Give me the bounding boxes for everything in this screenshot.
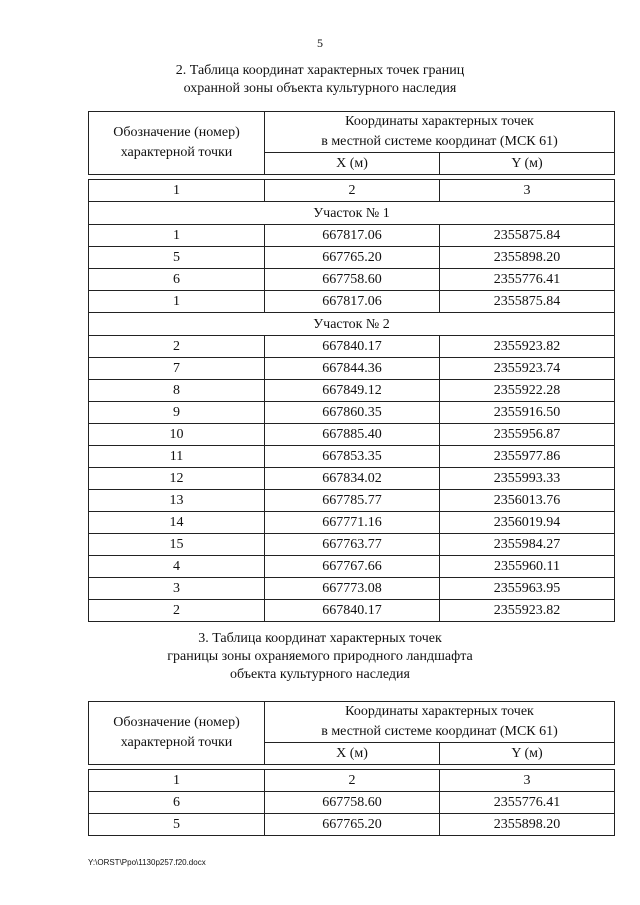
table-row — [89, 380, 615, 402]
x-coordinate-cell: 667785.77 — [265, 490, 440, 512]
numbering-cell: 2 — [265, 180, 440, 202]
x-coordinate-cell: 667763.77 — [265, 534, 440, 556]
x-coordinate-cell: 667840.17 — [265, 600, 440, 622]
y-coordinate-cell: 2355993.33 — [440, 468, 615, 490]
point-number-cell: 2 — [89, 600, 265, 622]
point-number-cell: 10 — [89, 424, 265, 446]
table3-header-row — [89, 702, 615, 743]
table-row — [89, 336, 615, 358]
y-coordinate-cell: 2355923.82 — [440, 336, 615, 358]
table-row — [89, 291, 615, 313]
x-coordinate-cell: 667885.40 — [265, 424, 440, 446]
coords-label-header — [265, 702, 615, 743]
table-row — [89, 424, 615, 446]
table-row — [89, 269, 615, 291]
x-coordinate-cell: 667758.60 — [265, 269, 440, 291]
y-coordinate-cell: 2355875.84 — [440, 291, 615, 313]
x-coordinate-cell: 667840.17 — [265, 336, 440, 358]
point-number-cell: 1 — [89, 291, 265, 313]
y-coordinate-cell: 2355960.11 — [440, 556, 615, 578]
table-row — [89, 578, 615, 600]
y-coordinate-cell: 2355898.20 — [440, 247, 615, 269]
x-axis-header: X (м) — [265, 743, 440, 765]
point-number-cell: 7 — [89, 358, 265, 380]
table3-numbering-row — [89, 770, 615, 792]
x-coordinate-cell: 667860.35 — [265, 402, 440, 424]
section-title-row — [89, 313, 615, 336]
point-number-cell: 5 — [89, 247, 265, 269]
point-number-cell: 8 — [89, 380, 265, 402]
y-coordinate-cell: 2355977.86 — [440, 446, 615, 468]
x-axis-header: X (м) — [265, 153, 440, 175]
table3-caption-line: границы зоны охраняемого природного ландшафта — [167, 649, 473, 664]
y-coordinate-cell: 2355923.82 — [440, 600, 615, 622]
file-path-footer: Y:\ORST\Ppo\1130p257.f20.docx — [88, 858, 206, 867]
table-row — [89, 468, 615, 490]
table2-coordinates — [88, 111, 615, 622]
section-title: Участок № 1 — [89, 202, 615, 225]
y-coordinate-cell: 2356019.94 — [440, 512, 615, 534]
section-title: Участок № 2 — [89, 313, 615, 336]
page-number: 5 — [317, 36, 323, 50]
y-axis-header: Y (м) — [440, 153, 615, 175]
table2-caption-line: охранной зоны объекта культурного наследия — [183, 81, 457, 96]
x-coordinate-cell: 667849.12 — [265, 380, 440, 402]
y-coordinate-cell: 2355776.41 — [440, 792, 615, 814]
y-coordinate-cell: 2355956.87 — [440, 424, 615, 446]
table3-coordinates — [88, 701, 615, 836]
y-coordinate-cell: 2356013.76 — [440, 490, 615, 512]
x-coordinate-cell: 667817.06 — [265, 225, 440, 247]
point-number-cell: 2 — [89, 336, 265, 358]
point-label-header — [89, 702, 265, 765]
x-coordinate-cell: 667758.60 — [265, 792, 440, 814]
numbering-cell: 2 — [265, 770, 440, 792]
table-row — [89, 512, 615, 534]
x-coordinate-cell: 667817.06 — [265, 291, 440, 313]
numbering-cell: 3 — [440, 180, 615, 202]
point-number-cell: 14 — [89, 512, 265, 534]
y-coordinate-cell: 2355776.41 — [440, 269, 615, 291]
y-coordinate-cell: 2355875.84 — [440, 225, 615, 247]
numbering-cell: 1 — [89, 770, 265, 792]
table2-caption-line: 2. Таблица координат характерных точек границ — [175, 63, 465, 78]
table2-caption — [0, 62, 640, 98]
y-coordinate-cell: 2355984.27 — [440, 534, 615, 556]
x-coordinate-cell: 667773.08 — [265, 578, 440, 600]
table-row — [89, 534, 615, 556]
table-row — [89, 247, 615, 269]
header-line: Обозначение (номер) — [113, 715, 240, 730]
point-number-cell: 12 — [89, 468, 265, 490]
table-row — [89, 814, 615, 836]
point-number-cell: 11 — [89, 446, 265, 468]
point-number-cell: 3 — [89, 578, 265, 600]
x-coordinate-cell: 667765.20 — [265, 247, 440, 269]
table-row — [89, 446, 615, 468]
x-coordinate-cell: 667767.66 — [265, 556, 440, 578]
header-line: Координаты характерных точек — [345, 704, 534, 719]
point-number-cell: 5 — [89, 814, 265, 836]
y-coordinate-cell: 2355922.28 — [440, 380, 615, 402]
table-row — [89, 225, 615, 247]
x-coordinate-cell: 667765.20 — [265, 814, 440, 836]
header-line: в местной системе координат (МСК 61) — [321, 134, 558, 149]
header-line: Обозначение (номер) — [113, 125, 240, 140]
header-line: Координаты характерных точек — [345, 114, 534, 129]
point-number-cell: 9 — [89, 402, 265, 424]
point-number-cell: 6 — [89, 269, 265, 291]
table-row — [89, 556, 615, 578]
table-row — [89, 358, 615, 380]
y-coordinate-cell: 2355963.95 — [440, 578, 615, 600]
table3-caption-line: 3. Таблица координат характерных точек — [198, 631, 442, 646]
x-coordinate-cell: 667834.02 — [265, 468, 440, 490]
table-row — [89, 490, 615, 512]
table3-caption-line: объекта культурного наследия — [230, 667, 410, 682]
table2-numbering-row — [89, 180, 615, 202]
table-row — [89, 402, 615, 424]
x-coordinate-cell: 667853.35 — [265, 446, 440, 468]
table-row — [89, 600, 615, 622]
table3-caption — [0, 630, 640, 684]
header-line: характерной точки — [120, 145, 233, 160]
point-number-cell: 13 — [89, 490, 265, 512]
point-number-cell: 1 — [89, 225, 265, 247]
table-row — [89, 792, 615, 814]
table2-header-row — [89, 112, 615, 153]
point-number-cell: 15 — [89, 534, 265, 556]
y-coordinate-cell: 2355923.74 — [440, 358, 615, 380]
y-axis-header: Y (м) — [440, 743, 615, 765]
numbering-cell: 1 — [89, 180, 265, 202]
x-coordinate-cell: 667771.16 — [265, 512, 440, 534]
header-line: характерной точки — [120, 735, 233, 750]
coords-label-header — [265, 112, 615, 153]
point-number-cell: 4 — [89, 556, 265, 578]
point-number-cell: 6 — [89, 792, 265, 814]
point-label-header — [89, 112, 265, 175]
y-coordinate-cell: 2355916.50 — [440, 402, 615, 424]
y-coordinate-cell: 2355898.20 — [440, 814, 615, 836]
numbering-cell: 3 — [440, 770, 615, 792]
section-title-row — [89, 202, 615, 225]
header-line: в местной системе координат (МСК 61) — [321, 724, 558, 739]
x-coordinate-cell: 667844.36 — [265, 358, 440, 380]
